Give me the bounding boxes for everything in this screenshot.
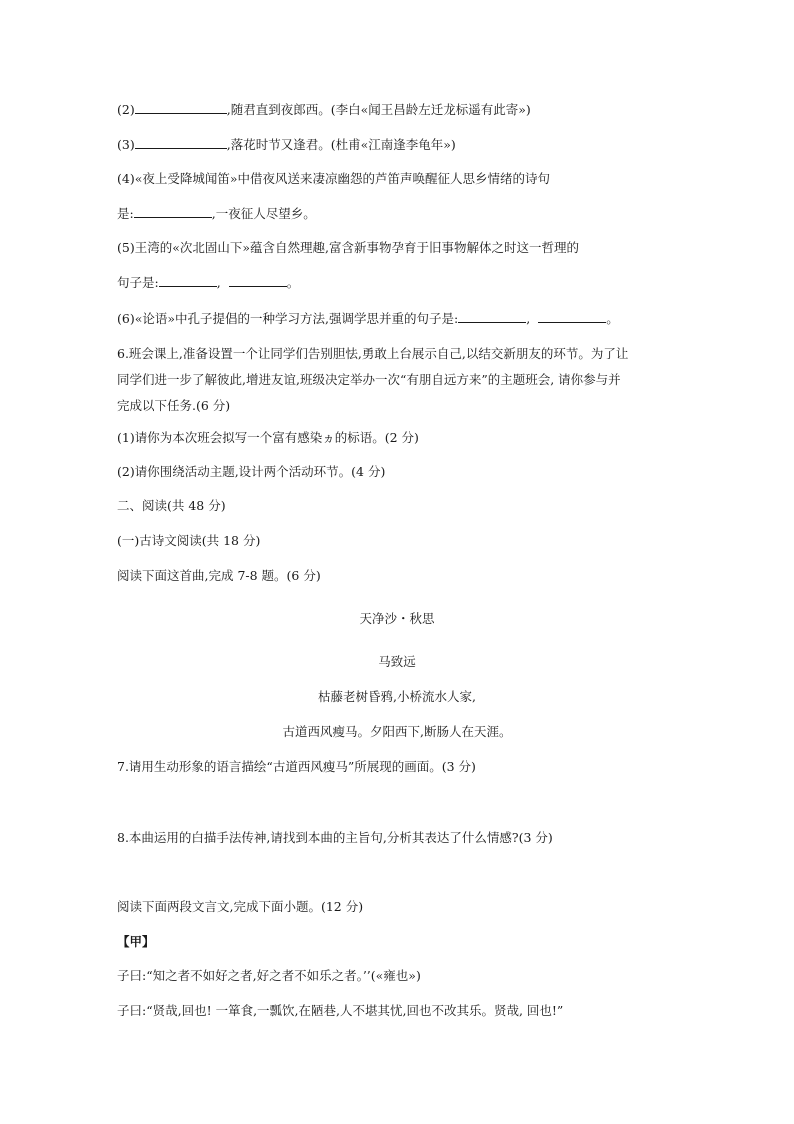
intro-7-8: 阅读下面这首曲,完成 7-8 题。(6 分) [117,568,321,583]
line-text: (6)«论语»中孔子提倡的一种学习方法,强调学思并重的句子是: [117,311,459,326]
line-text: 是: [117,206,134,221]
item-number: (2) [117,102,135,117]
passage-ziyue-1: 子曰:“知之者不如好之者,好之者不如乐之者。’’(«雍也») [117,968,421,983]
answer-blank[interactable] [135,136,227,149]
intro-wenyan: 阅读下面两段文言文,完成下面小题。(12 分) [117,899,364,914]
answer-blank[interactable] [229,274,287,287]
answer-blank[interactable] [538,310,606,323]
q6-subtask-2: (2)请你围绕活动主题,设计两个活动环节。(4 分) [117,464,386,479]
q6-line-2: 同学们进一步了解彼此,增进友谊,班级决定举办一次“有朋自远方来”的主题班会, 请你参与并 [117,372,621,387]
poem-title: 天净沙・秋思 [359,611,435,626]
line-text: , [526,311,531,326]
q6-line-3: 完成以下任务.(6 分) [117,398,231,413]
question-7: 7.请用生动形象的语言描绘“古道西风瘦马”所展现的画面。(3 分) [117,759,476,774]
answer-blank[interactable] [135,101,227,114]
line-text: 。 [606,311,619,326]
answer-blank[interactable] [458,310,526,323]
line-q5-5: (5)王湾的«次北固山下»蕴含自然理趣,富含新事物孕育于旧事物解体之时这一哲理的 [117,240,579,255]
line-q5-3 [117,136,456,153]
question-8: 8.本曲运用的白描手法传神,请找到本曲的主旨句,分析其表达了什么情感?(3 分) [117,830,553,845]
poem-line-2: 古道西风瘦马。夕阳西下,断肠人在天涯。 [282,724,512,739]
line-q5-5-answer [117,274,299,291]
poem-author: 马致远 [378,654,416,669]
section-2-heading: 二、阅读(共 48 分) [117,498,226,513]
passage-ziyue-2: 子曰:“贤哉,回也! 一箪食,一瓢饮,在陋巷,人不堪其忧,回也不改其乐。贤哉, 回也!” [117,1003,564,1018]
q6-subtask-1: (1)请你为本次班会拟写一个富有感染ヵ的标语。(2 分) [117,430,419,445]
line-text: ,一夜征人尽望乡。 [211,206,316,221]
line-text: 句子是: [117,275,159,290]
poem-line-1: 枯藤老树昏鸦,小桥流水人家, [318,689,476,704]
line-q5-6 [117,310,619,327]
line-text: , [216,275,221,290]
line-text: 。 [286,275,300,290]
section-2-1-heading: (一)古诗文阅读(共 18 分) [117,533,261,548]
q6-line-1: 6.班会课上,准备设置一个让同学们告别胆怯,勇敢上台展示自己,以结交新朋友的环节。为了让 [117,346,629,361]
item-number: (3) [117,137,135,152]
line-q5-4: (4)«夜上受降城闻笛»中借夜风送来凄凉幽怨的芦笛声唤醒征人思乡情绪的诗句 [117,171,551,186]
line-q5-2 [117,101,531,118]
answer-blank[interactable] [159,274,217,287]
line-q5-4-answer [117,205,316,222]
line-text: ,随君直到夜郎西。(李白«闻王昌龄左迁龙标遥有此寄») [226,102,531,117]
line-text: ,落花时节又逢君。(杜甫«江南逢李龟年») [226,137,456,152]
answer-blank[interactable] [134,205,212,218]
passage-jia-label: 【甲】 [117,934,155,949]
